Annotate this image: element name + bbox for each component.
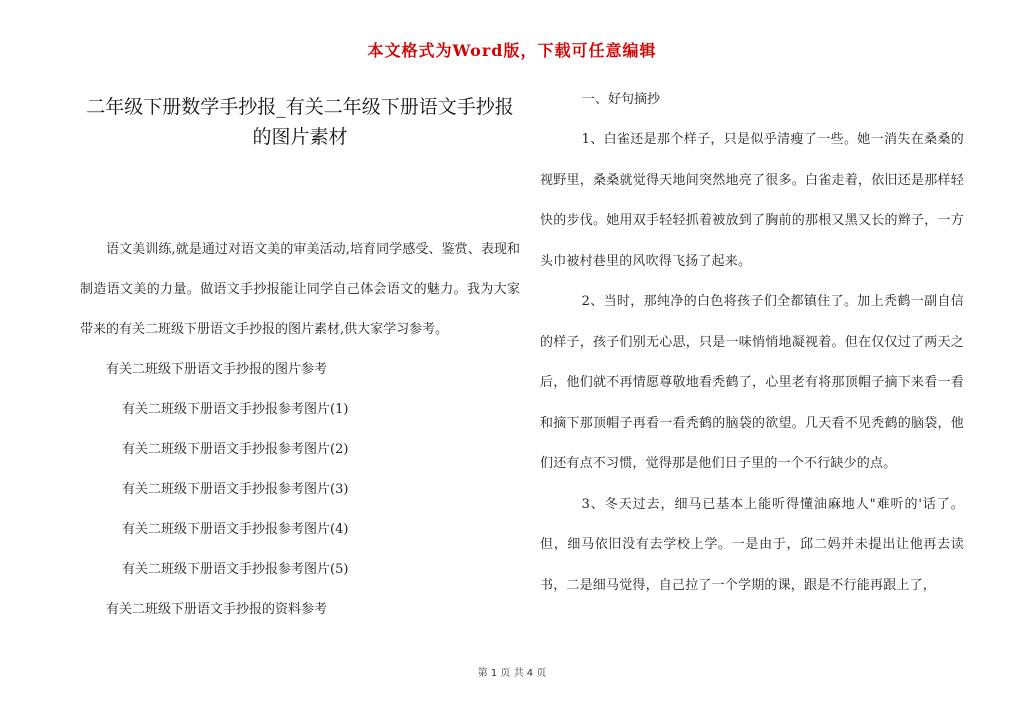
excerpt-paragraph: 2、当时，那纯净的白色将孩子们全都镇住了。加上秃鹤一副自信的样子，孩子们别无心思，只是一味悄悄地凝视着。但在仅仅过了两天之后，他们就不再情愿尊敬地看秃鹤了，心里老有将那顶帽子摘下来看一看和摘下那顶帽子再看一看秃鹤的脑袋的欲望。几天看不见秃鹤的脑袋，他们还有点不习惯，觉得那是他们日子里的一个不行缺少的点。 — [540, 294, 964, 471]
list-item: 有关二班级下册语文手抄报参考图片(4) — [122, 522, 349, 537]
section-heading-materials: 有关二班级下册语文手抄报的资料参考 — [106, 602, 328, 617]
list-item: 有关二班级下册语文手抄报参考图片(3) — [122, 482, 349, 497]
title-line-2: 的图片素材 — [252, 126, 348, 148]
right-column — [540, 80, 964, 606]
excerpts-heading: 一、好句摘抄 — [582, 92, 661, 107]
download-banner: 本文格式为Word版，下载可任意编辑 — [367, 41, 657, 60]
title-line-1: 二年级下册数学手抄报_有关二年级下册语文手抄报 — [86, 96, 514, 118]
list-item: 有关二班级下册语文手抄报参考图片(1) — [122, 402, 349, 417]
section-heading-images: 有关二班级下册语文手抄报的图片参考 — [106, 362, 328, 377]
list-item: 有关二班级下册语文手抄报参考图片(2) — [122, 442, 349, 457]
page-number-footer: 第 1 页 共 4 页 — [477, 668, 547, 679]
intro-paragraph: 语文美训练,就是通过对语文美的审美活动,培育同学感受、鉴赏、表现和制造语文美的力量。做语文手抄报能让同学自己体会语文的魅力。我为大家带来的有关二班级下册语文手抄报的图片素材,供大家学习参考。 — [80, 242, 520, 337]
excerpt-paragraph: 3、冬天过去，细马已基本上能听得懂油麻地人"难听的'话了。但，细马依旧没有去学校上学。一是由于，邱二妈并未提出让他再去读书，二是细马觉得，自己拉了一个学期的课，跟是不行能再跟上了， — [540, 496, 964, 593]
list-item: 有关二班级下册语文手抄报参考图片(5) — [122, 562, 349, 577]
document-title — [80, 92, 520, 152]
reference-image-list — [80, 390, 520, 590]
left-column — [80, 92, 520, 630]
excerpt-paragraph: 1、白雀还是那个样子，只是似乎清瘦了一些。她一消失在桑桑的视野里，桑桑就觉得天地间突然地亮了很多。白雀走着，依旧还是那样轻快的步伐。她用双手轻轻抓着被放到了胸前的那根又黑又长的辫子，一方头巾被村巷里的风吹得飞扬了起来。 — [540, 132, 964, 269]
